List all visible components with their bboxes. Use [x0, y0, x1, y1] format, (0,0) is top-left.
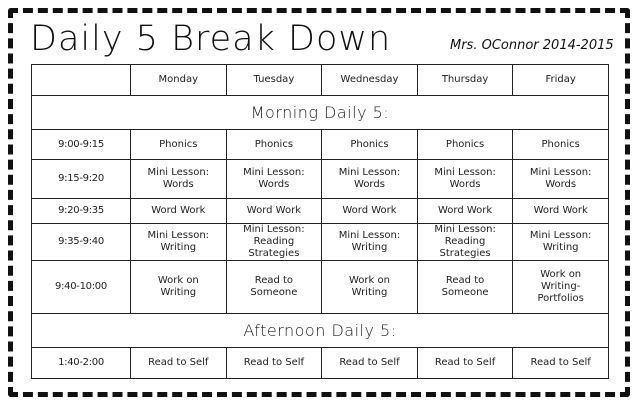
- activity-line: Writing: [160, 287, 197, 298]
- activity-cell: [226, 160, 322, 199]
- time-slot-cell: 9:20-9:35: [32, 199, 131, 224]
- activity-line: Portfolios: [537, 293, 584, 304]
- table-row: [32, 160, 609, 199]
- activity-line: Mini Lesson:: [147, 167, 210, 178]
- activity-cell: [131, 224, 227, 261]
- activity-cell: Read to Self: [131, 348, 227, 379]
- activity-line: Reading Strategies: [439, 236, 491, 259]
- activity-cell: [417, 224, 513, 261]
- activity-cell: [322, 261, 418, 314]
- time-slot-cell: 9:00-9:15: [32, 130, 131, 160]
- activity-cell: Read to Self: [322, 348, 418, 379]
- activity-cell: [322, 160, 418, 199]
- day-header-wednesday: Wednesday: [322, 65, 418, 96]
- activity-line: Mini Lesson:: [243, 224, 305, 235]
- day-header-monday: Monday: [131, 65, 227, 96]
- activity-cell: Word Work: [226, 199, 322, 224]
- activity-cell: [131, 160, 227, 199]
- activity-cell: [417, 160, 513, 199]
- activity-line: Mini Lesson:: [434, 224, 496, 235]
- activity-line: Writing: [351, 242, 388, 253]
- activity-cell: [322, 224, 418, 261]
- activity-line: Words: [258, 179, 290, 190]
- section-afternoon: Afternoon Daily 5:: [32, 314, 609, 348]
- day-header-tuesday: Tuesday: [226, 65, 322, 96]
- day-header-friday: Friday: [513, 65, 609, 96]
- activity-cell: Phonics: [131, 130, 227, 160]
- activity-line: Mini Lesson:: [529, 230, 592, 241]
- activity-cell: [226, 224, 322, 261]
- activity-cell: [513, 224, 609, 261]
- activity-line: Words: [449, 179, 481, 190]
- activity-line: Read to: [254, 275, 294, 286]
- activity-cell: Phonics: [513, 130, 609, 160]
- table-row: [32, 130, 609, 160]
- activity-line: Read to: [445, 275, 485, 286]
- day-header-row: [32, 65, 609, 96]
- time-slot-cell: 9:40-10:00: [32, 261, 131, 314]
- activity-cell: [226, 261, 322, 314]
- activity-line: Writing: [160, 242, 197, 253]
- activity-line: Mini Lesson:: [338, 167, 401, 178]
- teacher-subtitle: Mrs. OConnor 2014-2015: [450, 38, 614, 53]
- activity-cell: Word Work: [513, 199, 609, 224]
- activity-cell: Phonics: [322, 130, 418, 160]
- activity-cell: Read to Self: [226, 348, 322, 379]
- table-row: [32, 348, 609, 379]
- corner-cell: [32, 65, 131, 96]
- activity-cell: Phonics: [417, 130, 513, 160]
- day-header-thursday: Thursday: [417, 65, 513, 96]
- section-row: [32, 96, 609, 130]
- activity-cell: Phonics: [226, 130, 322, 160]
- activity-line: Writing-: [541, 281, 581, 292]
- activity-cell: Word Work: [131, 199, 227, 224]
- activity-line: Writing: [542, 242, 579, 253]
- activity-line: Mini Lesson:: [434, 167, 496, 178]
- activity-line: Someone: [250, 287, 298, 298]
- table-row: [32, 199, 609, 224]
- activity-cell: Word Work: [417, 199, 513, 224]
- page-title: Daily 5 Break Down: [30, 19, 392, 59]
- schedule-table: [31, 64, 609, 379]
- time-slot-cell: 9:35-9:40: [32, 224, 131, 261]
- activity-line: Words: [162, 179, 194, 190]
- activity-line: Someone: [441, 287, 489, 298]
- activity-line: Words: [545, 179, 577, 190]
- section-row: [32, 314, 609, 348]
- section-morning: Morning Daily 5:: [32, 96, 609, 130]
- activity-line: Words: [354, 179, 385, 190]
- table-row: [32, 261, 609, 314]
- activity-line: Mini Lesson:: [529, 167, 592, 178]
- activity-cell: Word Work: [322, 199, 418, 224]
- activity-line: Writing: [351, 287, 388, 298]
- activity-line: Work on: [540, 269, 582, 280]
- activity-cell: [513, 261, 609, 314]
- activity-cell: [131, 261, 227, 314]
- activity-line: Mini Lesson:: [243, 167, 305, 178]
- activity-line: Work on: [349, 275, 390, 286]
- activity-line: Mini Lesson:: [338, 230, 401, 241]
- activity-line: Reading Strategies: [248, 236, 300, 259]
- time-slot-cell: 9:15-9:20: [32, 160, 131, 199]
- activity-cell: Read to Self: [513, 348, 609, 379]
- activity-line: Work on: [157, 275, 199, 286]
- table-row: [32, 224, 609, 261]
- activity-line: Mini Lesson:: [147, 230, 210, 241]
- activity-cell: [417, 261, 513, 314]
- time-slot-cell: 1:40-2:00: [32, 348, 131, 379]
- activity-cell: Read to Self: [417, 348, 513, 379]
- activity-cell: [513, 160, 609, 199]
